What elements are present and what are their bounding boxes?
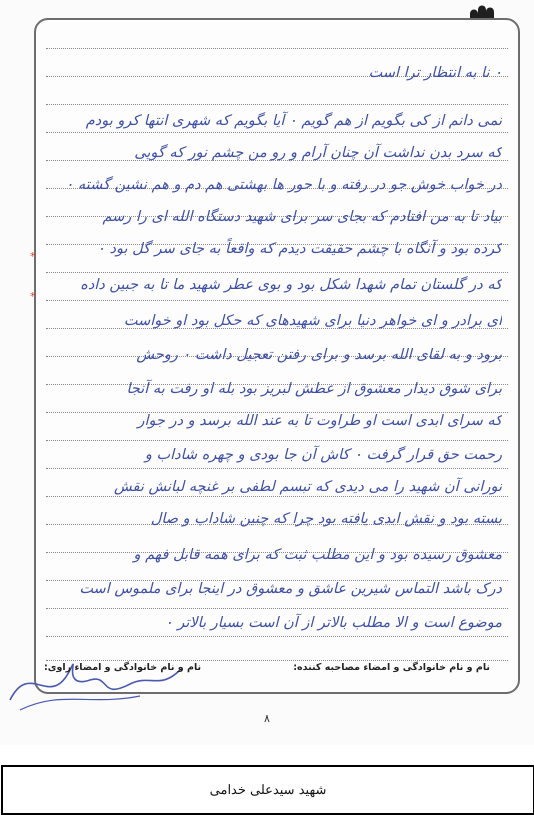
handwritten-line: برای شوق دیدار معشوق از عطش لبریز بود بله او رفت به آنجا [126,381,502,397]
handwritten-line: رحمت حق قرار گرفت ۰ کاش آن جا بودی و چهره شاداب و [144,447,502,463]
handwritten-line: بیاد تا به من افتادم که بجای سر برای شهید دستگاه الله ای را رسم [102,209,502,225]
handwritten-line: نمی دانم از کی بگویم از هم گویم ۰ آیا بگویم که شهری انتها کرو بودم [85,113,502,129]
handwritten-line: نورانی آن شهید را می دیدی که تبسم لطفی بر غنچه لبانش نقش [114,479,502,495]
narrator-label: نام و نام خانوادگی و امضاء راوی: [44,662,202,673]
handwritten-line: برود و به لقای الله برسد و برای رفتن تعجیل داشت ۰ روحش [136,347,502,363]
handwritten-line: درک باشد التماس شیرین عاشق و معشوق در اینجا برای ملموس است [79,581,502,597]
caption-box [1,765,534,815]
handwritten-line: ای برادر و ای خواهر دنیا برای شهیدهای که حکل بود او خواست [123,313,502,329]
interviewer-label: نام و نام خانوادگی و امضاء مصاحبه کننده: [293,662,490,673]
handwritten-line: معشوق رسیده بود و این مطلب ثبت که برای همه قابل فهم و [133,547,502,563]
page-number: ۸ [264,712,270,725]
margin-mark: * [30,290,36,303]
bordered-sheet [34,18,520,694]
handwritten-line: بسته بود و نقش ابدی یافته بود چرا که چنین شاداب و صال [150,511,502,527]
handwritten-line: که سرد بدن نداشت آن چنان آرام و رو من چشم نور که گویی [134,145,502,161]
handwritten-line: ۰ نا به انتظار ترا است [368,65,502,81]
handwritten-line: که در گلستان تمام شهدا شکل بود و بوی عطر شهید ما تا به جبین داده [80,277,502,293]
signature-labels [44,662,490,682]
handwritten-line: کرده بود و آنگاه با چشم حقیقت دیدم که واقعاً به جای سر گل بود ۰ [97,241,502,257]
margin-mark: * [30,250,36,263]
caption-text: شهید سیدعلی خدامی [209,782,327,798]
handwritten-line: موضوع است و الا مطلب بالاتر از آن است بسیار بالاتر ۰ [164,615,502,631]
handwritten-line: در خواب خوش جو در رفته و با حور ها بهشتی هم دم و هم نشین گشته ۰ [65,177,502,193]
handwritten-line: که سرای ابدی است او طراوت تا به عند الله برسد و در جوار [137,413,502,429]
